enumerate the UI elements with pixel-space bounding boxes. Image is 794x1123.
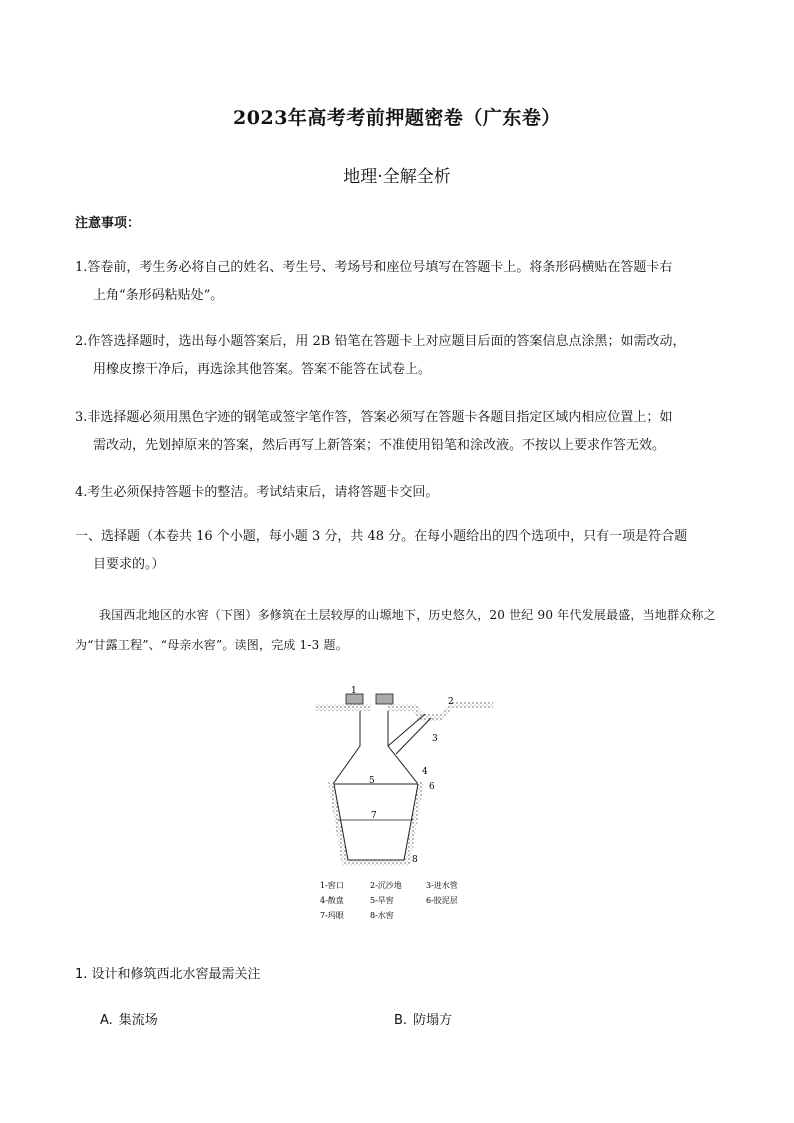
notice-item-2 <box>75 328 730 384</box>
notice-heading: 注意事项： <box>75 216 141 231</box>
intro-paragraph: 我国西北地区的水窖（下图）多修筑在土层较厚的山塬地下，历史悠久，20 世纪 90 年代发展最盛，当地群众称之为“甘露工程”、“母亲水窖”。读图，完成 1-3 题。 <box>75 608 716 652</box>
water-cellar-svg <box>300 686 500 926</box>
legend-3: 3-进水管 <box>426 881 458 890</box>
option-b[interactable] <box>394 1009 452 1028</box>
option-a[interactable] <box>100 1009 158 1028</box>
water-cellar-diagram <box>300 686 500 926</box>
option-b-letter: B. <box>394 1013 408 1028</box>
ground-surface-right <box>388 702 493 721</box>
notice-item-1 <box>75 254 730 310</box>
notice-item-4 <box>75 479 730 507</box>
exam-subtitle: 地理·全解全析 <box>343 167 451 187</box>
settling-cover <box>376 694 393 704</box>
question-1-stem: 1. 设计和修筑西北水窖最需关注 <box>75 967 261 982</box>
legend-6: 6-胶泥层 <box>426 896 458 905</box>
label-2: 2 <box>448 697 454 707</box>
notice-item-2-line1: 2.作答选择题时，选出每小题答案后，用 2B 铅笔在答题卡上对应题目后面的答案信息点涂黑；如需改动， <box>75 334 686 349</box>
legend-5: 5-旱窖 <box>370 896 394 905</box>
legend-2: 2-沉沙地 <box>370 881 402 890</box>
water-cellar-outline <box>334 784 418 860</box>
notice-item-2-line2: 用橡皮擦干净后，再选涂其他答案。答案不能答在试卷上。 <box>93 362 432 377</box>
ground-surface-left <box>315 704 371 711</box>
legend-7: 7-玛眼 <box>320 911 344 920</box>
clay-layer <box>328 782 424 866</box>
section-heading <box>75 523 730 579</box>
notice-item-3-line2: 需改动，先划掉原来的答案，然后再写上新答案；不准使用铅笔和涂改液。不按以上要求作答无效。 <box>93 438 666 453</box>
notice-item-1-line1: 1.答卷前，考生务必将自己的姓名、考生号、考场号和座位号填写在答题卡上。将条形码横贴在答题卡右 <box>75 260 673 275</box>
notice-item-1-line2: 上角“条形码粘贴处”。 <box>93 288 224 303</box>
label-4: 4 <box>422 767 428 777</box>
notice-item-4-line1: 4.考生必须保持答题卡的整洁。考试结束后，请将答题卡交回。 <box>75 485 439 500</box>
option-a-letter: A. <box>100 1013 113 1028</box>
section-heading-line2: 目要求的。） <box>93 557 165 572</box>
label-1: 1 <box>351 686 357 696</box>
dry-cellar-outline <box>333 711 418 784</box>
label-3: 3 <box>432 734 438 744</box>
label-6: 6 <box>429 782 435 792</box>
section-heading-line1: 一、选择题（本卷共 16 个小题，每小题 3 分，共 48 分。在每小题给出的四个选项中，只有一项是符合题 <box>75 529 688 544</box>
legend-1: 1-窖口 <box>320 881 344 890</box>
legend-4: 4-散盘 <box>320 896 344 905</box>
notice-item-3 <box>75 404 730 460</box>
option-a-text: 集流场 <box>118 1013 158 1028</box>
exam-title: 2023年高考考前押题密卷（广东卷） <box>233 107 561 129</box>
label-5: 5 <box>369 776 375 786</box>
option-b-text: 防塌方 <box>413 1013 453 1028</box>
label-7: 7 <box>371 811 377 821</box>
notice-item-3-line1: 3.非选择题必须用黑色字迹的钢笔或签字笔作答，答案必须写在答题卡各题目指定区域内相应位置上；如 <box>75 410 673 425</box>
legend-8: 8-水窖 <box>370 911 394 920</box>
label-8: 8 <box>412 855 418 865</box>
